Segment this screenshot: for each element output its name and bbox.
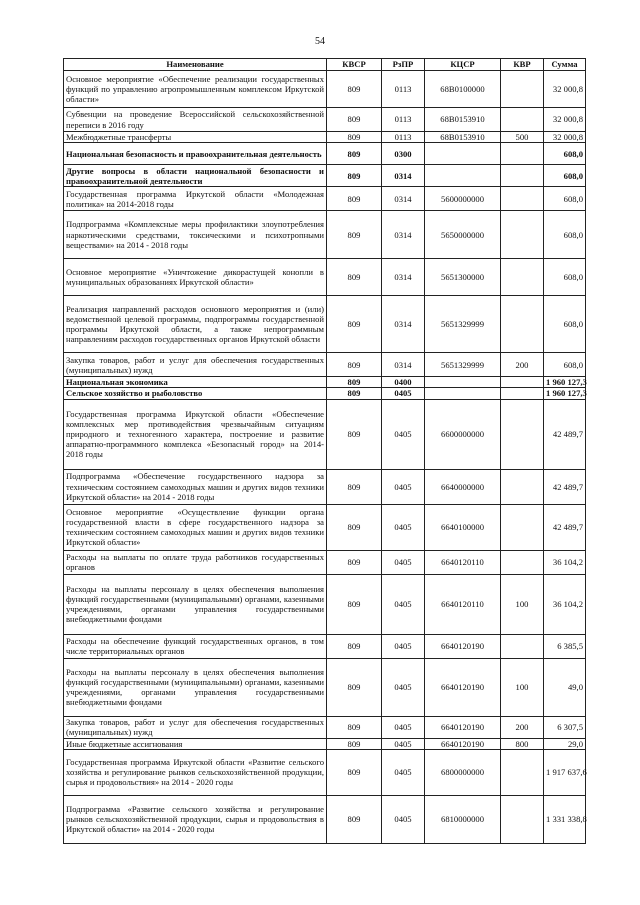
cell-rzpr: 0405 xyxy=(382,399,425,469)
cell-kcsr xyxy=(425,388,501,399)
cell-name: Национальная экономика xyxy=(64,377,327,388)
cell-name: Национальная безопасность и правоохранительная деятельность xyxy=(64,143,327,165)
cell-kvr xyxy=(501,550,544,574)
cell-kvr xyxy=(501,504,544,550)
cell-kvr xyxy=(501,165,544,187)
cell-rzpr: 0405 xyxy=(382,634,425,658)
cell-kcsr: 6640000000 xyxy=(425,469,501,504)
cell-rzpr: 0314 xyxy=(382,165,425,187)
cell-kvsr: 809 xyxy=(327,71,382,108)
cell-rzpr: 0405 xyxy=(382,388,425,399)
cell-kvsr: 809 xyxy=(327,165,382,187)
cell-kcsr: 68В0153910 xyxy=(425,108,501,132)
cell-sum: 42 489,7 xyxy=(544,469,586,504)
cell-kvsr: 809 xyxy=(327,108,382,132)
cell-sum: 608,0 xyxy=(544,211,586,259)
cell-rzpr: 0314 xyxy=(382,187,425,211)
cell-kvsr: 809 xyxy=(327,469,382,504)
column-header-kvsr: КВСР xyxy=(327,59,382,71)
cell-kvsr: 809 xyxy=(327,296,382,353)
table-header-row xyxy=(64,59,586,71)
cell-kvr: 800 xyxy=(501,738,544,749)
cell-kcsr: 68В0153910 xyxy=(425,132,501,143)
cell-rzpr: 0405 xyxy=(382,795,425,843)
cell-name: Подпрограмма «Развитие сельского хозяйства и регулирование рынков сельскохозяйственной продукции, сырья и продовольствия в Иркутской области» на 2014 - 2020 годы xyxy=(64,795,327,843)
cell-rzpr: 0405 xyxy=(382,574,425,634)
cell-kvsr: 809 xyxy=(327,504,382,550)
table-row xyxy=(64,108,586,132)
table-row xyxy=(64,749,586,795)
cell-name: Государственная программа Иркутской области «Молодежная политика» на 2014-2018 годы xyxy=(64,187,327,211)
table-row xyxy=(64,143,586,165)
cell-kvr xyxy=(501,108,544,132)
cell-rzpr: 0314 xyxy=(382,259,425,296)
cell-kvsr: 809 xyxy=(327,550,382,574)
cell-name: Подпрограмма «Обеспечение государственного надзора за техническим состоянием самоходных машин и других видов техники Иркутской области» на 2014 - 2018 годы xyxy=(64,469,327,504)
cell-rzpr: 0113 xyxy=(382,71,425,108)
cell-kcsr: 68В0100000 xyxy=(425,71,501,108)
table-row xyxy=(64,132,586,143)
cell-sum: 1 331 338,8 xyxy=(544,795,586,843)
table-row xyxy=(64,550,586,574)
cell-name: Расходы на выплаты персоналу в целях обеспечения выполнения функций государственными (муниципальными) органами, казенными учреждениями, органами управления государственными внебюджетными фондами xyxy=(64,574,327,634)
cell-name: Реализация направлений расходов основного мероприятия и (или) ведомственной целевой программы, подпрограммы государственной программы Иркутской области, а также непрограммным направлениям расходов государственных органов Иркутской области xyxy=(64,296,327,353)
cell-name: Основное мероприятие «Осуществление функции органа государственной власти в сфере государственного надзора за техническим состоянием самоходных машин и других видов техники Иркутской области» xyxy=(64,504,327,550)
cell-rzpr: 0113 xyxy=(382,108,425,132)
cell-kcsr: 6640120110 xyxy=(425,574,501,634)
cell-rzpr: 0405 xyxy=(382,749,425,795)
cell-kvsr: 809 xyxy=(327,399,382,469)
cell-name: Сельское хозяйство и рыболовство xyxy=(64,388,327,399)
table-row xyxy=(64,187,586,211)
table-row xyxy=(64,211,586,259)
cell-sum: 29,0 xyxy=(544,738,586,749)
cell-rzpr: 0300 xyxy=(382,143,425,165)
cell-kvsr: 809 xyxy=(327,738,382,749)
cell-kvsr: 809 xyxy=(327,658,382,716)
cell-name: Межбюджетные трансферты xyxy=(64,132,327,143)
cell-kvsr: 809 xyxy=(327,187,382,211)
table-row xyxy=(64,795,586,843)
cell-kvsr: 809 xyxy=(327,132,382,143)
cell-kcsr: 5651300000 xyxy=(425,259,501,296)
column-header-kvr: КВР xyxy=(501,59,544,71)
cell-sum: 1 917 637,6 xyxy=(544,749,586,795)
cell-rzpr: 0314 xyxy=(382,353,425,377)
table-row xyxy=(64,71,586,108)
table-row xyxy=(64,388,586,399)
cell-kcsr: 5651329999 xyxy=(425,296,501,353)
cell-kvsr: 809 xyxy=(327,388,382,399)
table-row xyxy=(64,259,586,296)
column-header-rzpr: РзПР xyxy=(382,59,425,71)
cell-kvr xyxy=(501,377,544,388)
cell-sum: 608,0 xyxy=(544,296,586,353)
cell-rzpr: 0400 xyxy=(382,377,425,388)
table-row xyxy=(64,574,586,634)
cell-rzpr: 0405 xyxy=(382,658,425,716)
cell-rzpr: 0405 xyxy=(382,469,425,504)
cell-kcsr: 6640120110 xyxy=(425,550,501,574)
cell-kcsr: 5600000000 xyxy=(425,187,501,211)
cell-name: Расходы на обеспечение функций государственных органов, в том числе территориальных органов xyxy=(64,634,327,658)
cell-kvr xyxy=(501,143,544,165)
cell-sum: 6 385,5 xyxy=(544,634,586,658)
cell-sum: 6 307,5 xyxy=(544,716,586,738)
cell-name: Расходы на выплаты по оплате труда работников государственных органов xyxy=(64,550,327,574)
cell-sum: 42 489,7 xyxy=(544,504,586,550)
cell-rzpr: 0113 xyxy=(382,132,425,143)
cell-kvr: 100 xyxy=(501,574,544,634)
cell-sum: 49,0 xyxy=(544,658,586,716)
cell-rzpr: 0405 xyxy=(382,716,425,738)
cell-sum: 32 000,8 xyxy=(544,108,586,132)
cell-kcsr: 5650000000 xyxy=(425,211,501,259)
table-row xyxy=(64,716,586,738)
cell-kvr xyxy=(501,211,544,259)
cell-sum: 32 000,8 xyxy=(544,71,586,108)
table-row xyxy=(64,469,586,504)
cell-kvr: 500 xyxy=(501,132,544,143)
cell-rzpr: 0314 xyxy=(382,296,425,353)
cell-kvr xyxy=(501,71,544,108)
cell-kvr xyxy=(501,795,544,843)
cell-name: Другие вопросы в области национальной безопасности и правоохранительной деятельности xyxy=(64,165,327,187)
cell-name: Иные бюджетные ассигнования xyxy=(64,738,327,749)
cell-kvr: 100 xyxy=(501,658,544,716)
table-row xyxy=(64,377,586,388)
cell-sum: 32 000,8 xyxy=(544,132,586,143)
cell-name: Подпрограмма «Комплексные меры профилактики злоупотребления наркотическими средствами, токсическими и психотропными веществами» на 2014 - 2018 годы xyxy=(64,211,327,259)
cell-sum: 608,0 xyxy=(544,165,586,187)
cell-kvr xyxy=(501,469,544,504)
cell-kcsr: 6640100000 xyxy=(425,504,501,550)
table-row xyxy=(64,165,586,187)
cell-sum: 1 960 127,3 xyxy=(544,377,586,388)
cell-name: Государственная программа Иркутской области «Обеспечение комплексных мер противодействия чрезвычайным ситуациям природного и техногенного характера, построение и развитие аппаратно-программного комплекса «Безопасный город» на 2014-2018 годы xyxy=(64,399,327,469)
cell-name: Закупка товаров, работ и услуг для обеспечения государственных (муниципальных) нужд xyxy=(64,353,327,377)
page-number: 54 xyxy=(315,36,325,47)
table-row xyxy=(64,504,586,550)
cell-kvr: 200 xyxy=(501,716,544,738)
cell-sum: 36 104,2 xyxy=(544,574,586,634)
cell-name: Субвенции на проведение Всероссийской сельскохозяйственной переписи в 2016 году xyxy=(64,108,327,132)
cell-sum: 608,0 xyxy=(544,187,586,211)
cell-kcsr: 6600000000 xyxy=(425,399,501,469)
cell-kvsr: 809 xyxy=(327,143,382,165)
cell-kvsr: 809 xyxy=(327,574,382,634)
cell-kcsr: 6640120190 xyxy=(425,658,501,716)
cell-name: Закупка товаров, работ и услуг для обеспечения государственных (муниципальных) нужд xyxy=(64,716,327,738)
cell-kvsr: 809 xyxy=(327,716,382,738)
cell-rzpr: 0405 xyxy=(382,738,425,749)
cell-sum: 42 489,7 xyxy=(544,399,586,469)
cell-kvsr: 809 xyxy=(327,259,382,296)
cell-kvr xyxy=(501,296,544,353)
cell-kvsr: 809 xyxy=(327,795,382,843)
table-row xyxy=(64,399,586,469)
cell-kcsr: 6810000000 xyxy=(425,795,501,843)
cell-sum: 608,0 xyxy=(544,143,586,165)
table-row xyxy=(64,353,586,377)
cell-name: Основное мероприятие «Уничтожение дикорастущей конопли в муниципальных образованиях Иркутской области» xyxy=(64,259,327,296)
table-row xyxy=(64,296,586,353)
cell-kvsr: 809 xyxy=(327,749,382,795)
table-row xyxy=(64,738,586,749)
cell-kvsr: 809 xyxy=(327,634,382,658)
cell-sum: 1 960 127,3 xyxy=(544,388,586,399)
cell-kcsr xyxy=(425,165,501,187)
cell-kvr xyxy=(501,388,544,399)
cell-name: Расходы на выплаты персоналу в целях обеспечения выполнения функций государственными (муниципальными) органами, казенными учреждениями, органами управления государственными внебюджетными фондами xyxy=(64,658,327,716)
cell-sum: 608,0 xyxy=(544,353,586,377)
table-row xyxy=(64,634,586,658)
cell-kvr xyxy=(501,187,544,211)
cell-kvr xyxy=(501,259,544,296)
cell-rzpr: 0314 xyxy=(382,211,425,259)
cell-kcsr xyxy=(425,143,501,165)
column-header-kcsr: КЦСР xyxy=(425,59,501,71)
table-row xyxy=(64,658,586,716)
cell-name: Государственная программа Иркутской области «Развитие сельского хозяйства и регулирование рынков сельскохозяйственной продукции, сырья и продовольствия» на 2014 - 2020 годы xyxy=(64,749,327,795)
cell-sum: 36 104,2 xyxy=(544,550,586,574)
cell-kcsr: 6800000000 xyxy=(425,749,501,795)
cell-kvsr: 809 xyxy=(327,211,382,259)
budget-table xyxy=(63,58,586,844)
cell-kvr: 200 xyxy=(501,353,544,377)
cell-kvr xyxy=(501,634,544,658)
cell-kcsr: 5651329999 xyxy=(425,353,501,377)
cell-kcsr: 6640120190 xyxy=(425,634,501,658)
cell-kvsr: 809 xyxy=(327,377,382,388)
cell-kcsr: 6640120190 xyxy=(425,738,501,749)
cell-kvsr: 809 xyxy=(327,353,382,377)
cell-rzpr: 0405 xyxy=(382,550,425,574)
cell-kcsr xyxy=(425,377,501,388)
cell-sum: 608,0 xyxy=(544,259,586,296)
cell-name: Основное мероприятие «Обеспечение реализации государственных функций по управлению агропромышленным комплексом Иркутской области» xyxy=(64,71,327,108)
cell-kvr xyxy=(501,749,544,795)
cell-rzpr: 0405 xyxy=(382,504,425,550)
cell-kcsr: 6640120190 xyxy=(425,716,501,738)
column-header-name: Наименование xyxy=(64,59,327,71)
cell-kvr xyxy=(501,399,544,469)
column-header-sum: Сумма xyxy=(544,59,586,71)
